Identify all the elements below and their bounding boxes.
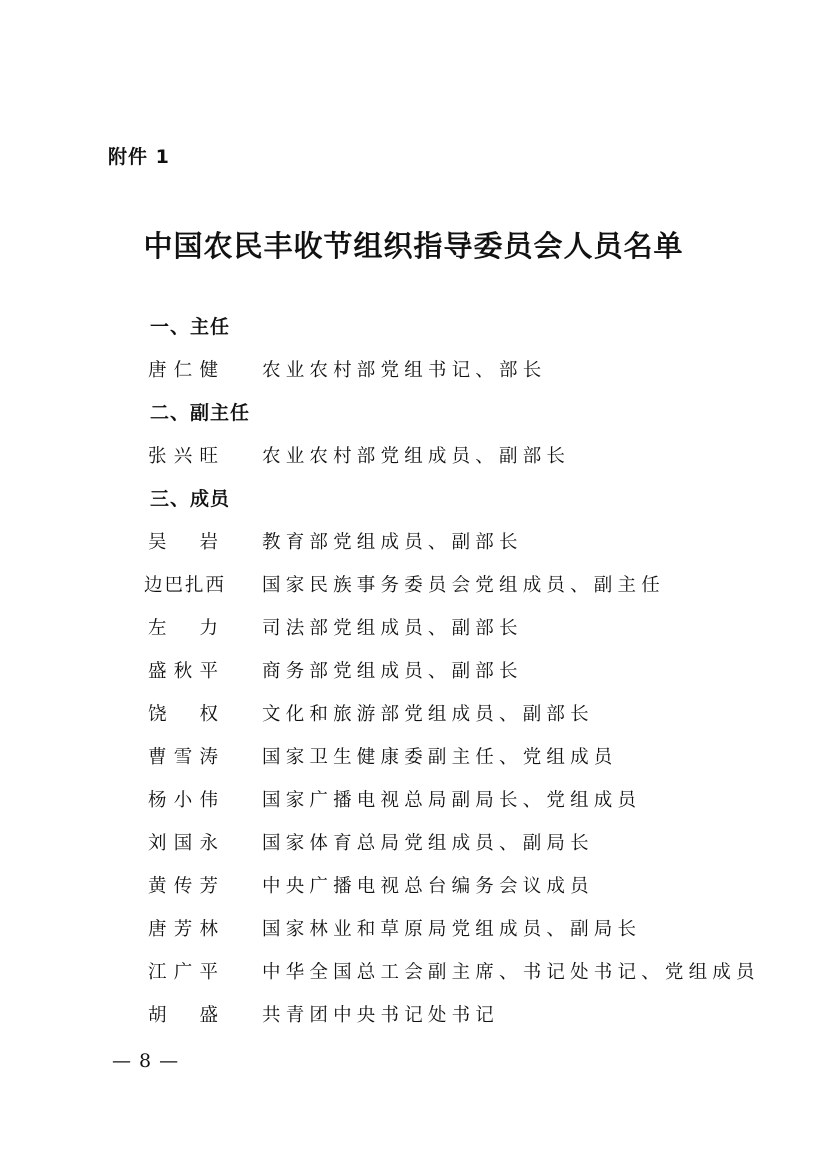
member-title: 农业农村部党组书记、部长 (262, 360, 547, 381)
member-row (0, 779, 827, 822)
member-title: 农业农村部党组成员、副部长 (262, 446, 571, 467)
page-number: — 8 — (112, 1050, 180, 1072)
member-title: 中华全国总工会副主席、书记处书记、党组成员 (262, 962, 760, 983)
member-name: 杨小伟 (148, 790, 220, 811)
member-title: 国家体育总局党组成员、副局长 (262, 833, 594, 854)
member-row (0, 736, 827, 779)
member-title: 国家民族事务委员会党组成员、副主任 (262, 575, 665, 596)
member-row (0, 349, 827, 392)
member-row (0, 435, 827, 478)
member-row (0, 951, 827, 994)
member-row (0, 822, 827, 865)
section-heading-deputy-director: 二、副主任 (150, 402, 251, 424)
section-heading-members: 三、成员 (150, 488, 231, 510)
member-name: 唐芳林 (148, 919, 220, 940)
member-name: 唐仁健 (148, 360, 220, 381)
member-title: 国家林业和草原局党组成员、副局长 (262, 919, 642, 940)
member-row (0, 650, 827, 693)
member-name: 刘国永 (148, 833, 220, 854)
member-name: 饶 权 (148, 704, 220, 725)
member-row (0, 521, 827, 564)
document-title: 中国农民丰收节组织指导委员会人员名单 (143, 229, 684, 263)
member-title: 国家卫生健康委副主任、党组成员 (262, 747, 618, 768)
member-name: 左 力 (148, 618, 220, 639)
member-title: 商务部党组成员、副部长 (262, 661, 523, 682)
member-name: 张兴旺 (148, 446, 220, 467)
member-name: 胡 盛 (148, 1005, 220, 1026)
annex-label: 附件 1 (108, 146, 170, 168)
member-title: 中央广播电视总台编务会议成员 (262, 876, 594, 897)
member-title: 教育部党组成员、副部长 (262, 532, 523, 553)
member-row (0, 908, 827, 951)
member-name: 边巴扎西 (144, 575, 224, 596)
member-row (0, 693, 827, 736)
member-name: 黄传芳 (148, 876, 220, 897)
member-row (0, 865, 827, 908)
member-list (0, 306, 827, 1037)
member-title: 司法部党组成员、副部长 (262, 618, 523, 639)
member-row (0, 607, 827, 650)
member-title: 国家广播电视总局副局长、党组成员 (262, 790, 642, 811)
member-name: 盛秋平 (148, 661, 220, 682)
member-name: 江广平 (148, 962, 220, 983)
member-title: 文化和旅游部党组成员、副部长 (262, 704, 594, 725)
member-name: 吴 岩 (148, 532, 220, 553)
member-title: 共青团中央书记处书记 (262, 1005, 500, 1026)
member-row (0, 994, 827, 1037)
member-name: 曹雪涛 (148, 747, 220, 768)
member-row (0, 564, 827, 607)
section-heading-director: 一、主任 (150, 316, 231, 338)
